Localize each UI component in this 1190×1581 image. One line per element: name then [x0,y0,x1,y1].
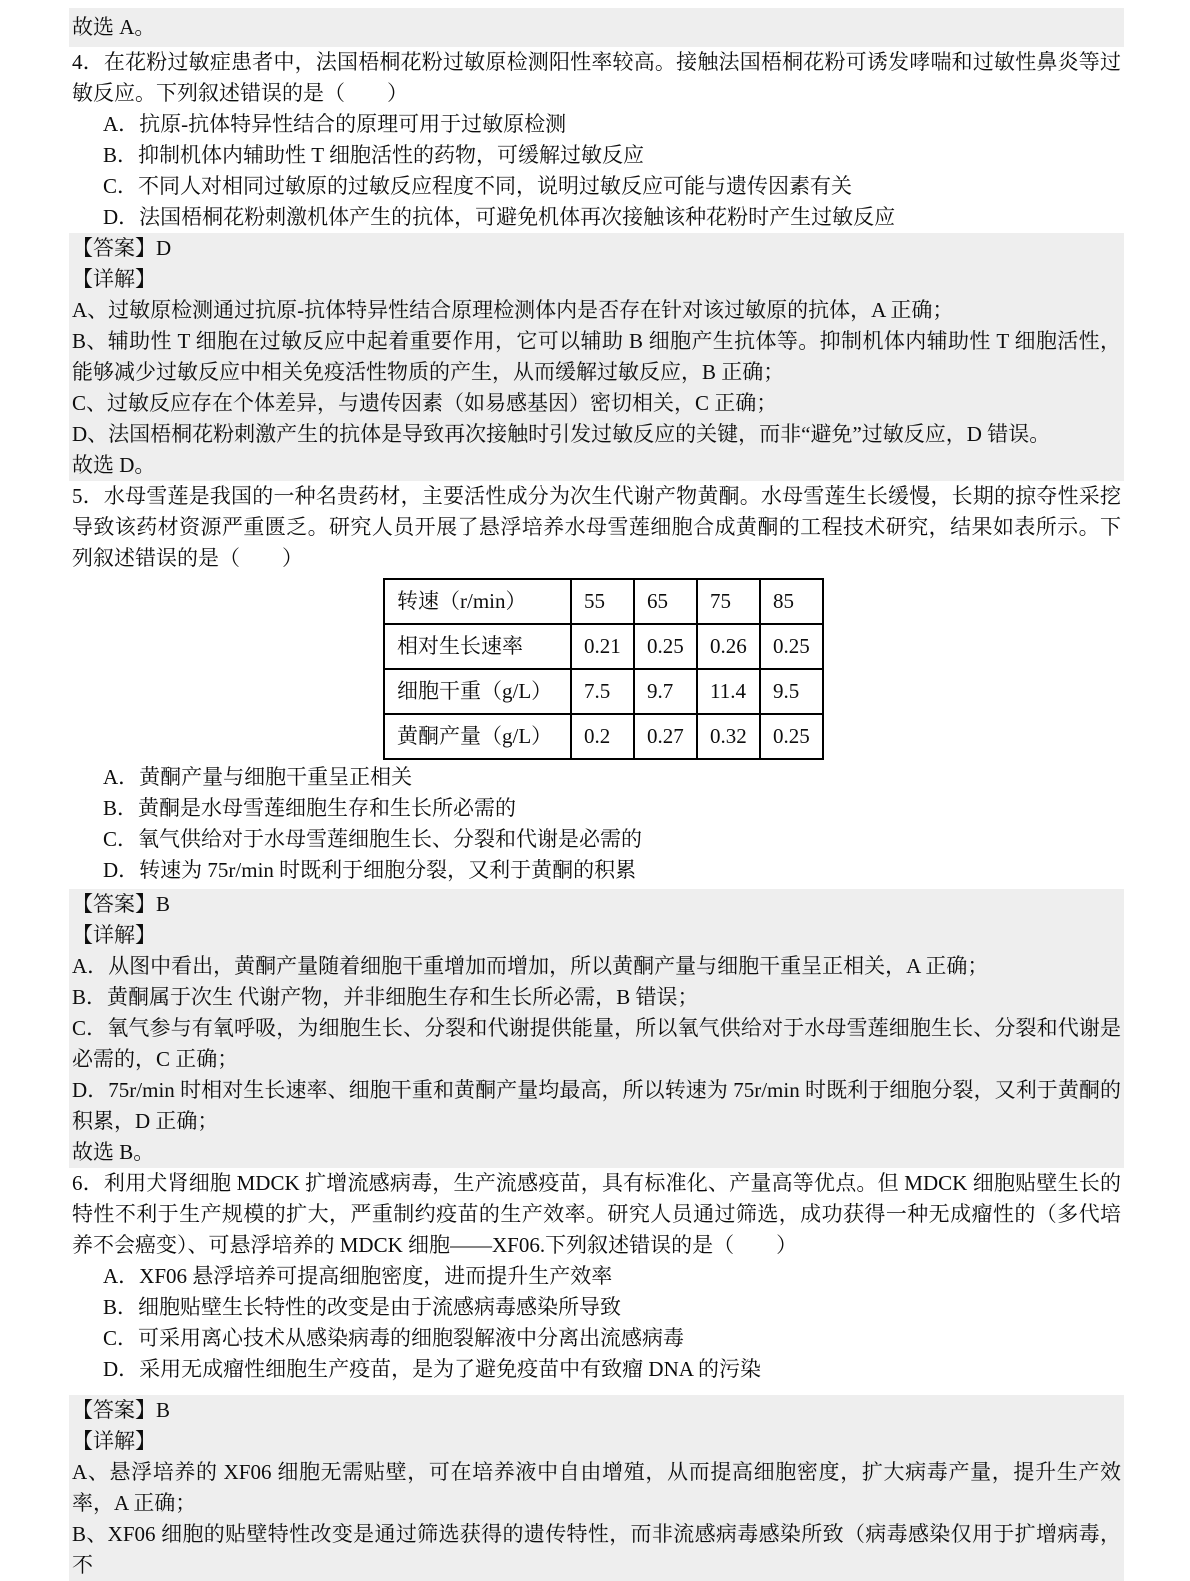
detail-label-q6: 【详解】 [72,1429,156,1453]
detail-line-q5-d: D．75r/min 时相对生长速率、细胞干重和黄酮产量均最高，所以转速为 75r/min 时既利于细胞分裂，又利于黄酮的积累，D 正确； [72,1078,1121,1133]
detail-line-q4-d: D、法国梧桐花粉刺激产生的抗体是导致再次接触时引发过敏反应的关键，而非“避免”过敏反应，D 错误。 [72,422,1051,446]
detail-line-q6-a: A、悬浮培养的 XF06 细胞无需贴壁，可在培养液中自由增殖，从而提高细胞密度，扩大病毒产量，提升生产效率，A 正确； [72,1460,1121,1515]
detail-line-q5-a: A．从图中看出，黄酮产量随着细胞干重增加而增加，所以黄酮产量与细胞干重呈正相关，A 正确； [72,954,989,978]
question-6-option-d: D．采用无成瘤性细胞生产疫苗，是为了避免疫苗中有致瘤 DNA 的污染 [103,1357,762,1381]
table-value-cell: 9.7 [634,669,697,714]
detail-line-q5-b: B．黄酮属于次生 代谢产物，并非细胞生存和生长所必需，B 错误； [72,985,699,1009]
detail-line-q4-b: B、辅助性 T 细胞在过敏反应中起着重要作用，它可以辅助 B 细胞产生抗体等。抑制机体内辅助性 T 细胞活性，能够减少过敏反应中相关免疫活性物质的产生，从而缓解过敏反应，B 正确； [72,329,1121,384]
question-5-option-d: D．转速为 75r/min 时既利于细胞分裂，又利于黄酮的积累 [103,858,637,882]
table-row-flavonoid-yield [384,714,823,759]
question-4-stem: 4．在花粉过敏症患者中，法国梧桐花粉过敏原检测阳性率较高。接触法国梧桐花粉可诱发哮喘和过敏性鼻炎等过敏反应。下列叙述错误的是（ ） [72,50,1121,105]
answer-label: 【答案】 [72,236,156,260]
conclusion-q4: 故选 D。 [72,453,156,477]
answer-section-q5 [69,889,1124,1168]
table-header-cell: 黄酮产量（g/L） [384,714,571,759]
table-value-cell: 0.26 [697,624,760,669]
answer-label: 【答案】 [72,892,156,916]
question-6 [69,1168,1124,1385]
table-value-cell: 7.5 [571,669,634,714]
table-value-cell: 11.4 [697,669,760,714]
table-value-cell: 65 [634,579,697,624]
prev-answer-conclusion: 故选 A。 [72,15,156,39]
question-4-option-b: B．抑制机体内辅助性 T 细胞活性的药物，可缓解过敏反应 [103,143,644,167]
question-4-option-d: D．法国梧桐花粉刺激机体产生的抗体，可避免机体再次接触该种花粉时产生过敏反应 [103,205,896,229]
q5-data-table [383,578,824,760]
prev-answer-band [69,8,1124,47]
table-value-cell: 85 [760,579,823,624]
table-row-dry-weight [384,669,823,714]
answer-value: D [156,236,172,260]
question-6-option-a: A．XF06 悬浮培养可提高细胞密度，进而提升生产效率 [103,1264,613,1288]
question-6-stem: 6．利用犬肾细胞 MDCK 扩增流感病毒，生产流感疫苗，具有标准化、产量高等优点。但 MDCK 细胞贴壁生长的特性不利于生产规模的扩大，严重制约疫苗的生产效率。研究人员通过筛选，成功获得一种无成瘤性的（多代培养不会癌变）、可悬浮培养的 MDCK 细胞——XF06.下列叙述错误的是（ ） [72,1171,1121,1257]
question-5-option-a: A．黄酮产量与细胞干重呈正相关 [103,765,413,789]
table-value-cell: 0.25 [634,624,697,669]
answer-section-q6 [69,1395,1124,1581]
table-value-cell: 9.5 [760,669,823,714]
table-value-cell: 55 [571,579,634,624]
question-4 [69,47,1124,233]
question-5-option-c: C．氧气供给对于水母雪莲细胞生长、分裂和代谢是必需的 [103,827,643,851]
table-header-cell: 相对生长速率 [384,624,571,669]
question-6-option-b: B．细胞贴壁生长特性的改变是由于流感病毒感染所导致 [103,1295,622,1319]
table-value-cell: 75 [697,579,760,624]
detail-label-q4: 【详解】 [72,267,156,291]
spacer [69,1385,1124,1395]
table-row-speed [384,579,823,624]
question-5-option-b: B．黄酮是水母雪莲细胞生存和生长所必需的 [103,796,517,820]
answer-line-q4 [72,233,1121,264]
question-6-option-c: C．可采用离心技术从感染病毒的细胞裂解液中分离出流感病毒 [103,1326,685,1350]
table-value-cell: 0.32 [697,714,760,759]
question-4-option-a: A．抗原-抗体特异性结合的原理可用于过敏原检测 [103,112,567,136]
table-row-growth-rate [384,624,823,669]
detail-line-q4-c: C、过敏反应存在个体差异，与遗传因素（如易感基因）密切相关，C 正确； [72,391,778,415]
answer-value: B [156,1398,171,1422]
table-value-cell: 0.25 [760,624,823,669]
table-value-cell: 0.25 [760,714,823,759]
question-4-option-c: C．不同人对相同过敏原的过敏反应程度不同，说明过敏反应可能与遗传因素有关 [103,174,853,198]
detail-line-q4-a: A、过敏原检测通过抗原-抗体特异性结合原理检测体内是否存在针对该过敏原的抗体，A 正确； [72,298,954,322]
detail-label-q5: 【详解】 [72,923,156,947]
answer-line-q6 [72,1395,1121,1426]
answer-line-q5 [72,889,1121,920]
answer-label: 【答案】 [72,1398,156,1422]
answer-section-q4 [69,233,1124,481]
detail-line-q5-c: C．氧气参与有氧呼吸，为细胞生长、分裂和代谢提供能量，所以氧气供给对于水母雪莲细胞生长、分裂和代谢是必需的，C 正确； [72,1016,1121,1071]
question-5-stem: 5．水母雪莲是我国的一种名贵药材，主要活性成分为次生代谢产物黄酮。水母雪莲生长缓慢，长期的掠夺性采挖导致该药材资源严重匮乏。研究人员开展了悬浮培养水母雪莲细胞合成黄酮的工程技术研究，结果如表所示。下列叙述错误的是（ ） [72,484,1121,570]
table-value-cell: 0.2 [571,714,634,759]
conclusion-q5: 故选 B。 [72,1140,155,1164]
table-header-cell: 转速（r/min） [384,579,571,624]
question-5 [69,481,1124,886]
answer-value: B [156,892,171,916]
detail-line-q6-b: B、XF06 细胞的贴壁特性改变是通过筛选获得的遗传特性，而非流感病毒感染所致（病毒感染仅用于扩增病毒，不 [72,1522,1121,1577]
table-value-cell: 0.21 [571,624,634,669]
table-header-cell: 细胞干重（g/L） [384,669,571,714]
table-value-cell: 0.27 [634,714,697,759]
